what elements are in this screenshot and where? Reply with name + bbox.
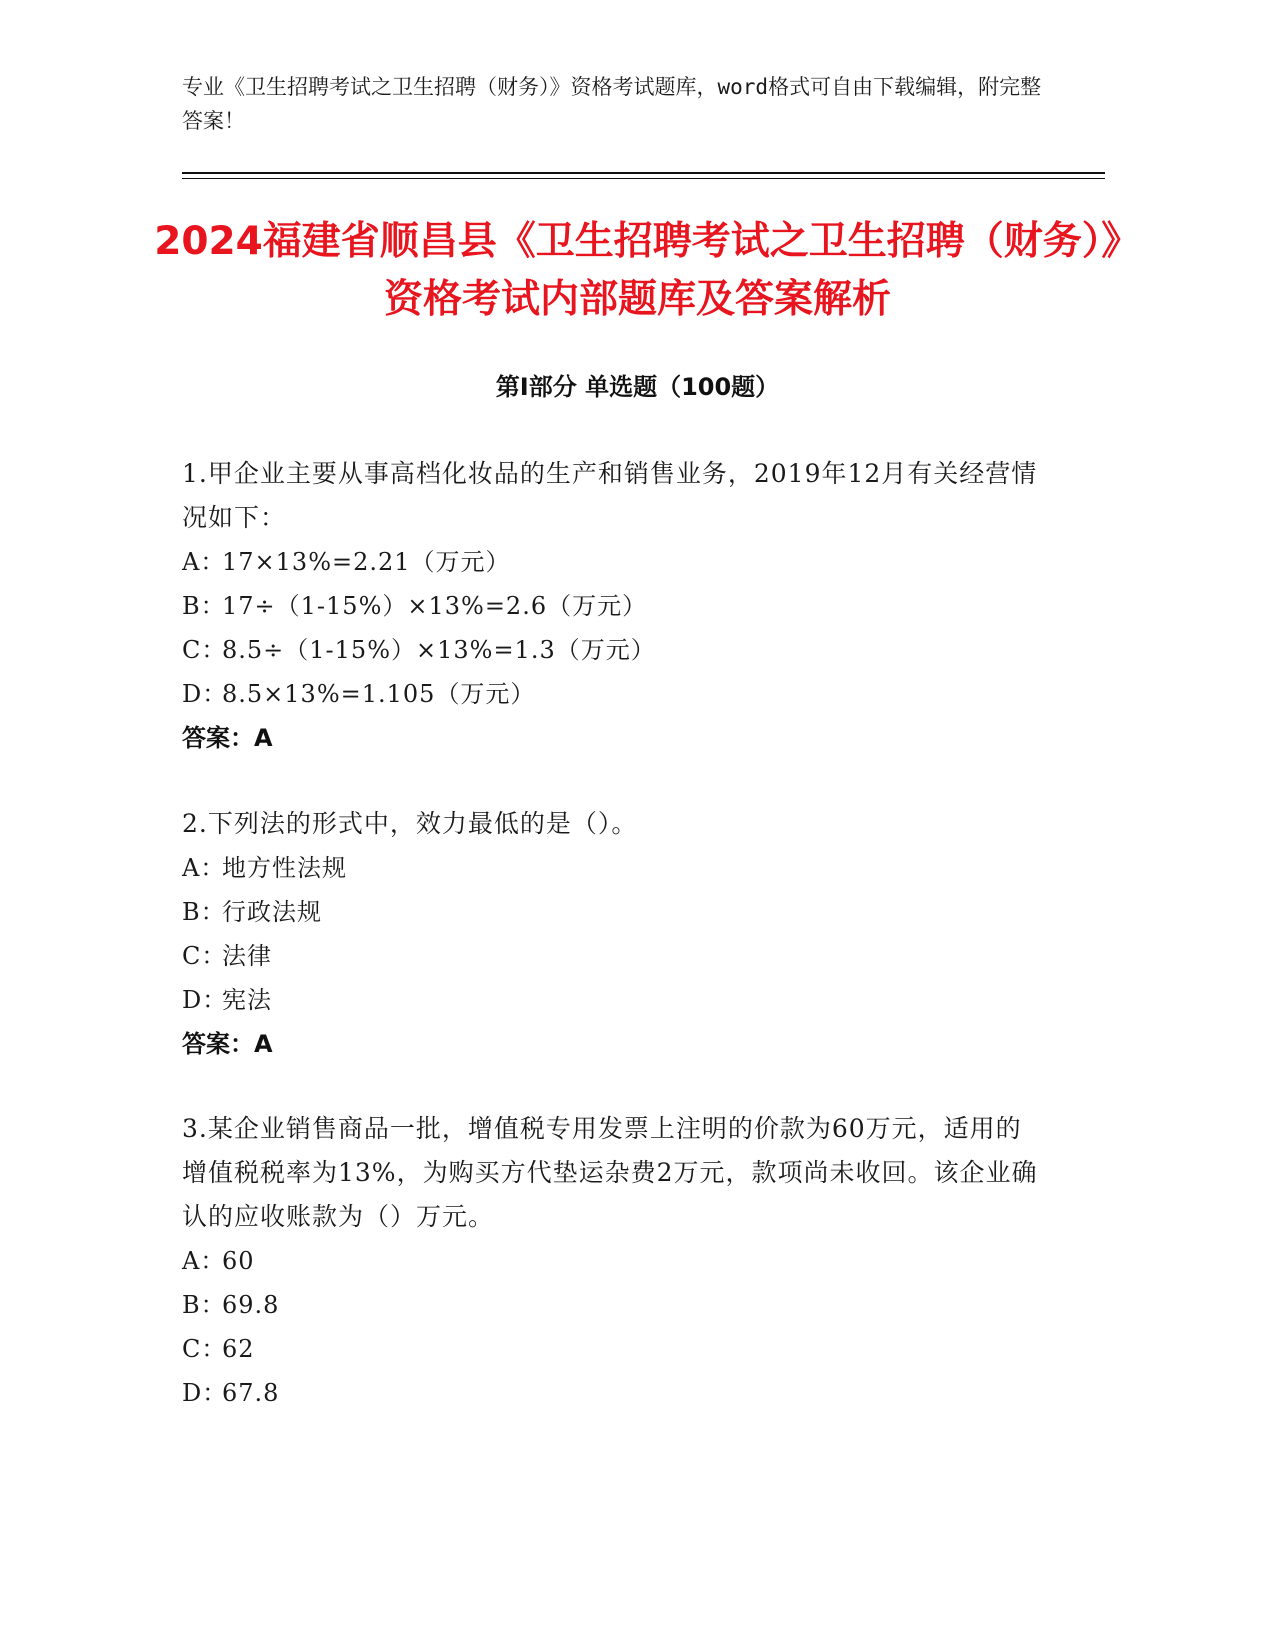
question-1 bbox=[182, 452, 1042, 760]
header-note: 专业《卫生招聘考试之卫生招聘（财务）》资格考试题库，word格式可自由下载编辑，附完整答案！ bbox=[182, 75, 1042, 133]
option-key: A： bbox=[182, 548, 226, 576]
question-stem: 1.甲企业主要从事高档化妆品的生产和销售业务，2019年12月有关经营情况如下： bbox=[182, 459, 1038, 532]
option-text: 行政法规 bbox=[222, 898, 322, 926]
option-key: D： bbox=[182, 680, 228, 708]
option-b bbox=[182, 1283, 1042, 1327]
question-stem: 3.某企业销售商品一批，增值税专用发票上注明的价款为60万元，适用的增值税税率为13%，为购买方代垫运杂费2万元，款项尚未收回。该企业确认的应收账款为（）万元。 bbox=[182, 1114, 1038, 1231]
option-key: D： bbox=[182, 1379, 228, 1407]
option-key: D： bbox=[182, 986, 228, 1014]
option-a bbox=[182, 1239, 1042, 1283]
option-c bbox=[182, 628, 1042, 672]
option-d bbox=[182, 1371, 1042, 1415]
option-b bbox=[182, 584, 1042, 628]
option-d bbox=[182, 978, 1042, 1022]
option-text: 67.8 bbox=[222, 1379, 280, 1407]
option-d bbox=[182, 672, 1042, 716]
question-stem: 2.下列法的形式中，效力最低的是（）。 bbox=[182, 809, 638, 838]
option-text: 宪法 bbox=[222, 986, 272, 1014]
option-text: 8.5×13%=1.105（万元） bbox=[222, 680, 536, 708]
option-text: 69.8 bbox=[222, 1291, 280, 1319]
option-text: 60 bbox=[222, 1247, 255, 1275]
option-text: 8.5÷（1-15%）×13%=1.3（万元） bbox=[222, 636, 656, 664]
option-key: B： bbox=[182, 1291, 226, 1319]
header-divider-thin bbox=[182, 178, 1105, 179]
answer-label: 答案：A bbox=[182, 724, 273, 752]
question-3 bbox=[182, 1107, 1042, 1415]
option-c bbox=[182, 934, 1042, 978]
option-text: 17÷（1-15%）×13%=2.6（万元） bbox=[222, 592, 648, 620]
option-text: 法律 bbox=[222, 942, 272, 970]
option-a bbox=[182, 540, 1042, 584]
option-key: A： bbox=[182, 1247, 226, 1275]
option-key: A： bbox=[182, 854, 226, 882]
option-key: B： bbox=[182, 592, 226, 620]
option-key: C： bbox=[182, 636, 227, 664]
option-text: 17×13%=2.21（万元） bbox=[222, 548, 511, 576]
header-divider-thick bbox=[182, 172, 1105, 174]
section-title: 第Ⅰ部分 单选题（100题） bbox=[495, 373, 780, 401]
option-b bbox=[182, 890, 1042, 934]
option-key: B： bbox=[182, 898, 226, 926]
option-key: C： bbox=[182, 942, 227, 970]
option-c bbox=[182, 1327, 1042, 1371]
option-a bbox=[182, 846, 1042, 890]
option-text: 62 bbox=[222, 1335, 255, 1363]
answer-label: 答案：A bbox=[182, 1030, 273, 1058]
option-key: C： bbox=[182, 1335, 227, 1363]
question-2 bbox=[182, 802, 1042, 1066]
option-text: 地方性法规 bbox=[222, 854, 347, 882]
document-title: 2024福建省顺昌县《卫生招聘考试之卫生招聘（财务）》资格考试内部题库及答案解析 bbox=[154, 219, 1121, 322]
